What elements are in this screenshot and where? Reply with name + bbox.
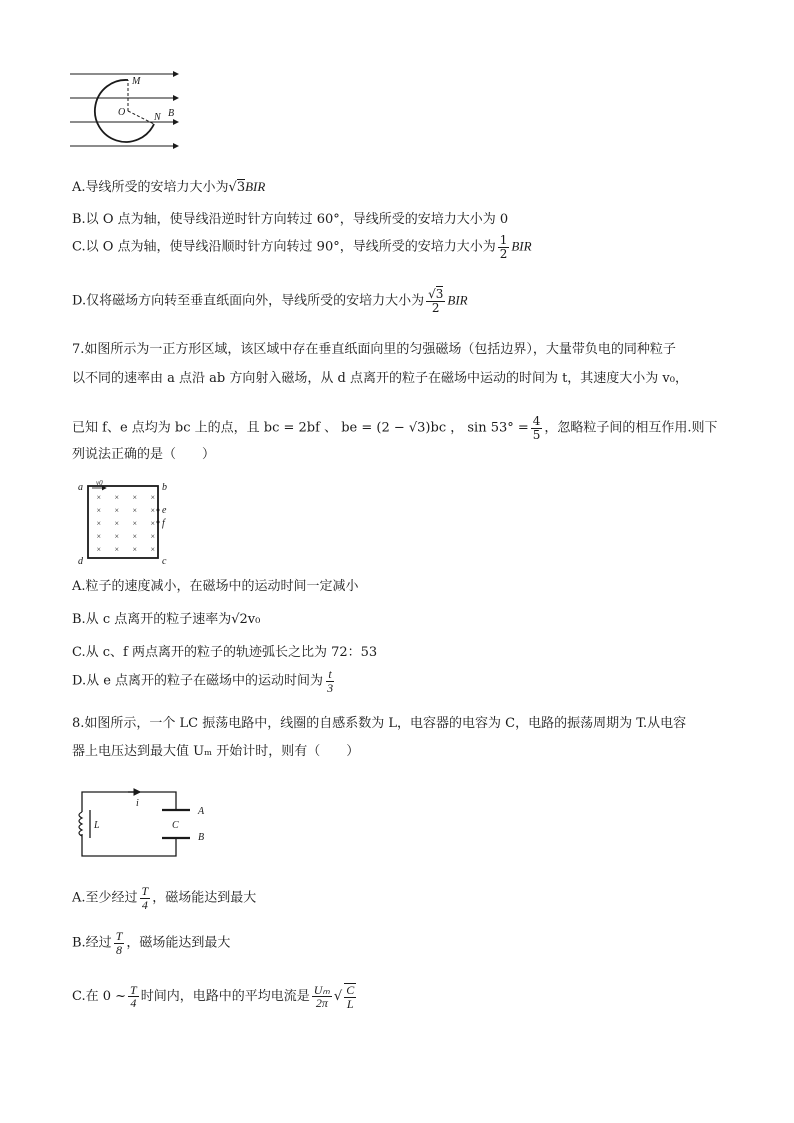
field-cross-mark: × bbox=[96, 545, 102, 554]
label-B: B bbox=[168, 108, 175, 119]
q7-stem-line1: 7.如图所示为一正方形区域，该区域中存在垂直纸面向里的匀强磁场（包括边界），大量带负电的同种粒子 bbox=[72, 342, 676, 357]
label-C: C bbox=[172, 820, 179, 831]
q6-option-c: C.以 O 点为轴，使导线沿顺时针方向转过 90°，导线所受的安培力大小为 $\frac{1}{2}$ BIR bbox=[72, 233, 532, 261]
label-M: M bbox=[132, 76, 141, 87]
field-cross-mark: × bbox=[114, 532, 120, 541]
q8-option-c: C.在 0 ~ $\frac{T}{4}$ 时间内，电路中的平均电流是 $\frac{\text{Uₘ}}{2\pi}$ √ $\frac{C}{L}$ bbox=[72, 982, 355, 1011]
figure-square-field bbox=[72, 478, 182, 566]
field-cross-mark: × bbox=[96, 519, 102, 528]
field-cross-mark: × bbox=[150, 519, 156, 528]
q6-option-d: D.仅将磁场方向转至垂直纸面向外，导线所受的安培力大小为 $\frac{√3}{2}$ BIR bbox=[72, 287, 468, 315]
q8-option-a: A.至少经过 $\frac{T}{4}$ ，磁场能达到最大 bbox=[72, 884, 257, 912]
figure-lc-circuit bbox=[66, 782, 216, 864]
field-cross-mark: × bbox=[150, 506, 156, 515]
label-O: O bbox=[118, 107, 126, 118]
q7-stem-line4: 列说法正确的是（ ） bbox=[72, 447, 216, 462]
label-b: b bbox=[162, 482, 167, 493]
q8-option-b: B.经过 $\frac{T}{8}$ ，磁场能达到最大 bbox=[72, 929, 231, 957]
q6-option-b: B.以 O 点为轴，使导线沿逆时针方向转过 60°，导线所受的安培力大小为 0 bbox=[72, 212, 509, 227]
label-v0: v0 bbox=[96, 479, 103, 487]
label-N: N bbox=[154, 112, 161, 123]
field-cross-mark: × bbox=[132, 506, 138, 515]
field-cross-mark: × bbox=[96, 506, 102, 515]
q7-option-c: C.从 c、f 两点离开的粒子的轨迹弧长之比为 72：53 bbox=[72, 645, 378, 660]
label-B-plate: B bbox=[198, 832, 205, 843]
q7-option-d: D.从 e 点离开的粒子在磁场中的运动时间为 $\frac{t}{3}$ bbox=[72, 667, 334, 695]
label-A: A bbox=[198, 806, 205, 817]
field-cross-mark: × bbox=[132, 519, 138, 528]
q7-option-a: A.粒子的速度减小，在磁场中的运动时间一定减小 bbox=[72, 579, 359, 594]
field-cross-mark: × bbox=[114, 545, 120, 554]
q7-option-b: B.从 c 点离开的粒子速率为√2v₀ bbox=[72, 612, 261, 627]
label-L: L bbox=[94, 820, 100, 831]
field-cross-mark: × bbox=[150, 493, 156, 502]
q7-stem-line3: 已知 f、e 点均为 bc 上的点，且 bc = 2bf 、 be = (2 − √3)bc ， sin 53° = $\frac{4}{5}$ ，忽略粒子间的相互作用.则下 bbox=[72, 414, 718, 442]
figure-semicircle-field bbox=[68, 62, 183, 160]
label-i: i bbox=[136, 798, 139, 809]
field-crosses bbox=[96, 493, 155, 554]
field-cross-mark: × bbox=[114, 506, 120, 515]
q7-stem-line2: 以不同的速率由 a 点沿 ab 方向射入磁场，从 d 点离开的粒子在磁场中运动的时间为 t，其速度大小为 v₀， bbox=[72, 371, 688, 386]
field-cross-mark: × bbox=[132, 545, 138, 554]
field-cross-mark: × bbox=[132, 493, 138, 502]
label-e: e bbox=[162, 505, 167, 516]
q8-stem-line1: 8.如图所示，一个 LC 振荡电路中，线圈的自感系数为 L，电容器的电容为 C，电路的振荡周期为 T.从电容 bbox=[72, 716, 687, 731]
field-cross-mark: × bbox=[114, 493, 120, 502]
label-a: a bbox=[78, 482, 83, 493]
field-cross-mark: × bbox=[150, 545, 156, 554]
label-c: c bbox=[162, 556, 167, 566]
field-cross-mark: × bbox=[114, 519, 120, 528]
field-cross-mark: × bbox=[96, 532, 102, 541]
label-f: f bbox=[162, 518, 165, 529]
q8-stem-line2: 器上电压达到最大值 Uₘ 开始计时，则有（ ） bbox=[72, 744, 360, 759]
field-cross-mark: × bbox=[96, 493, 102, 502]
field-cross-mark: × bbox=[150, 532, 156, 541]
label-d: d bbox=[78, 556, 83, 566]
field-cross-mark: × bbox=[132, 532, 138, 541]
q6-option-a: A.导线所受的安培力大小为√3BIR bbox=[72, 179, 266, 195]
